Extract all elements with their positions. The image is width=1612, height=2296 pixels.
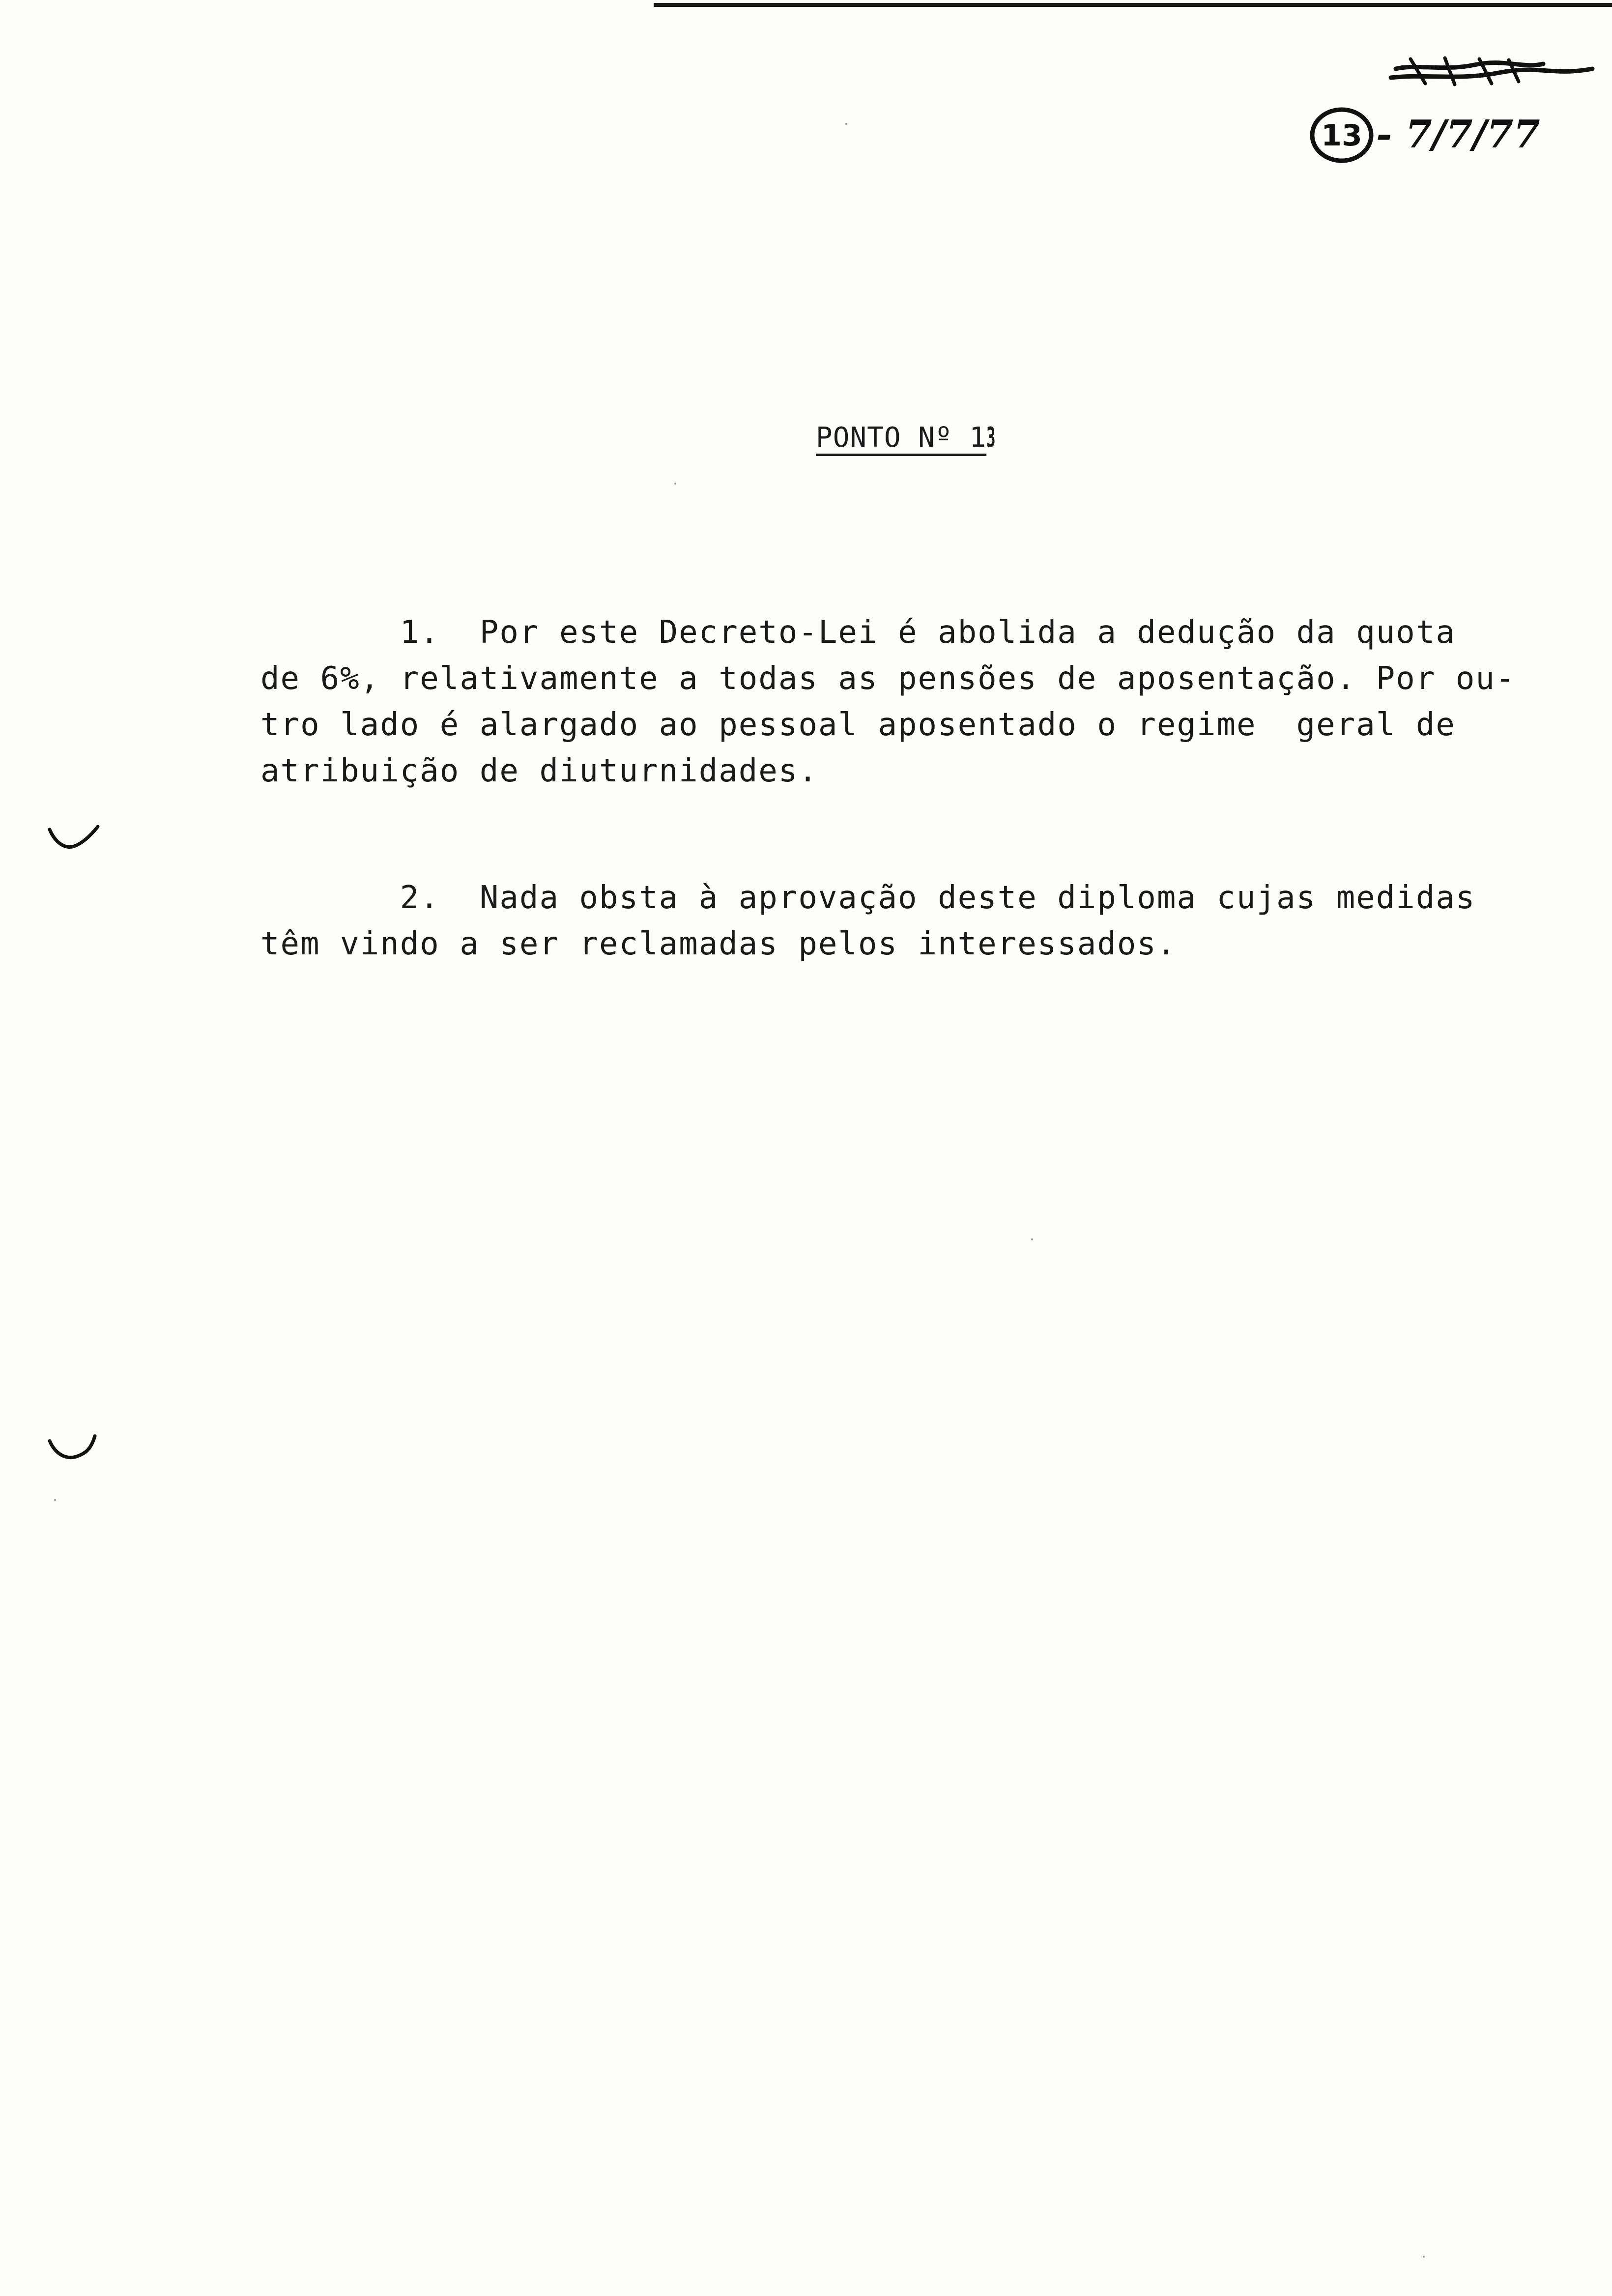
page-heading <box>816 422 1004 454</box>
heading-text: PONTO Nº 1 <box>816 422 987 454</box>
svg-text:- 7/7/77: - 7/7/77 <box>1376 112 1540 157</box>
paragraph-1 <box>260 609 1516 794</box>
paper-speck <box>54 1499 56 1501</box>
paper-speck <box>845 123 847 125</box>
paragraph-2 <box>260 875 1509 967</box>
paragraph-1-line-4: atribuição de diuturnidades. <box>260 753 818 789</box>
check-mark-icon <box>47 1430 101 1469</box>
paper-speck <box>1423 2256 1425 2258</box>
handwritten-annotation-drawing <box>1297 49 1602 177</box>
handwritten-annotation <box>1297 49 1602 177</box>
paragraph-2-line-2: têm vindo a ser reclamadas pelos interessados. <box>260 926 1177 962</box>
paragraph-1-line-2: de 6%, relativamente a todas as pensões de aposentação. Por ou- <box>260 660 1516 697</box>
paper-speck <box>1031 1238 1033 1240</box>
check-mark-icon <box>47 821 101 860</box>
paper-speck <box>674 483 676 485</box>
svg-text:13: 13 <box>1321 118 1362 153</box>
paragraph-2-line-1: 2. Nada obsta à aprovação deste diploma cujas medidas <box>260 880 1476 916</box>
paragraph-1-line-3: tro lado é alargado ao pessoal aposentado o regime geral de <box>260 707 1456 743</box>
top-border-line <box>654 3 1612 7</box>
heading-corrected-digit: 3 <box>986 422 996 454</box>
paragraph-1-line-1: 1. Por este Decreto-Lei é abolida a dedução da quota <box>260 614 1456 651</box>
